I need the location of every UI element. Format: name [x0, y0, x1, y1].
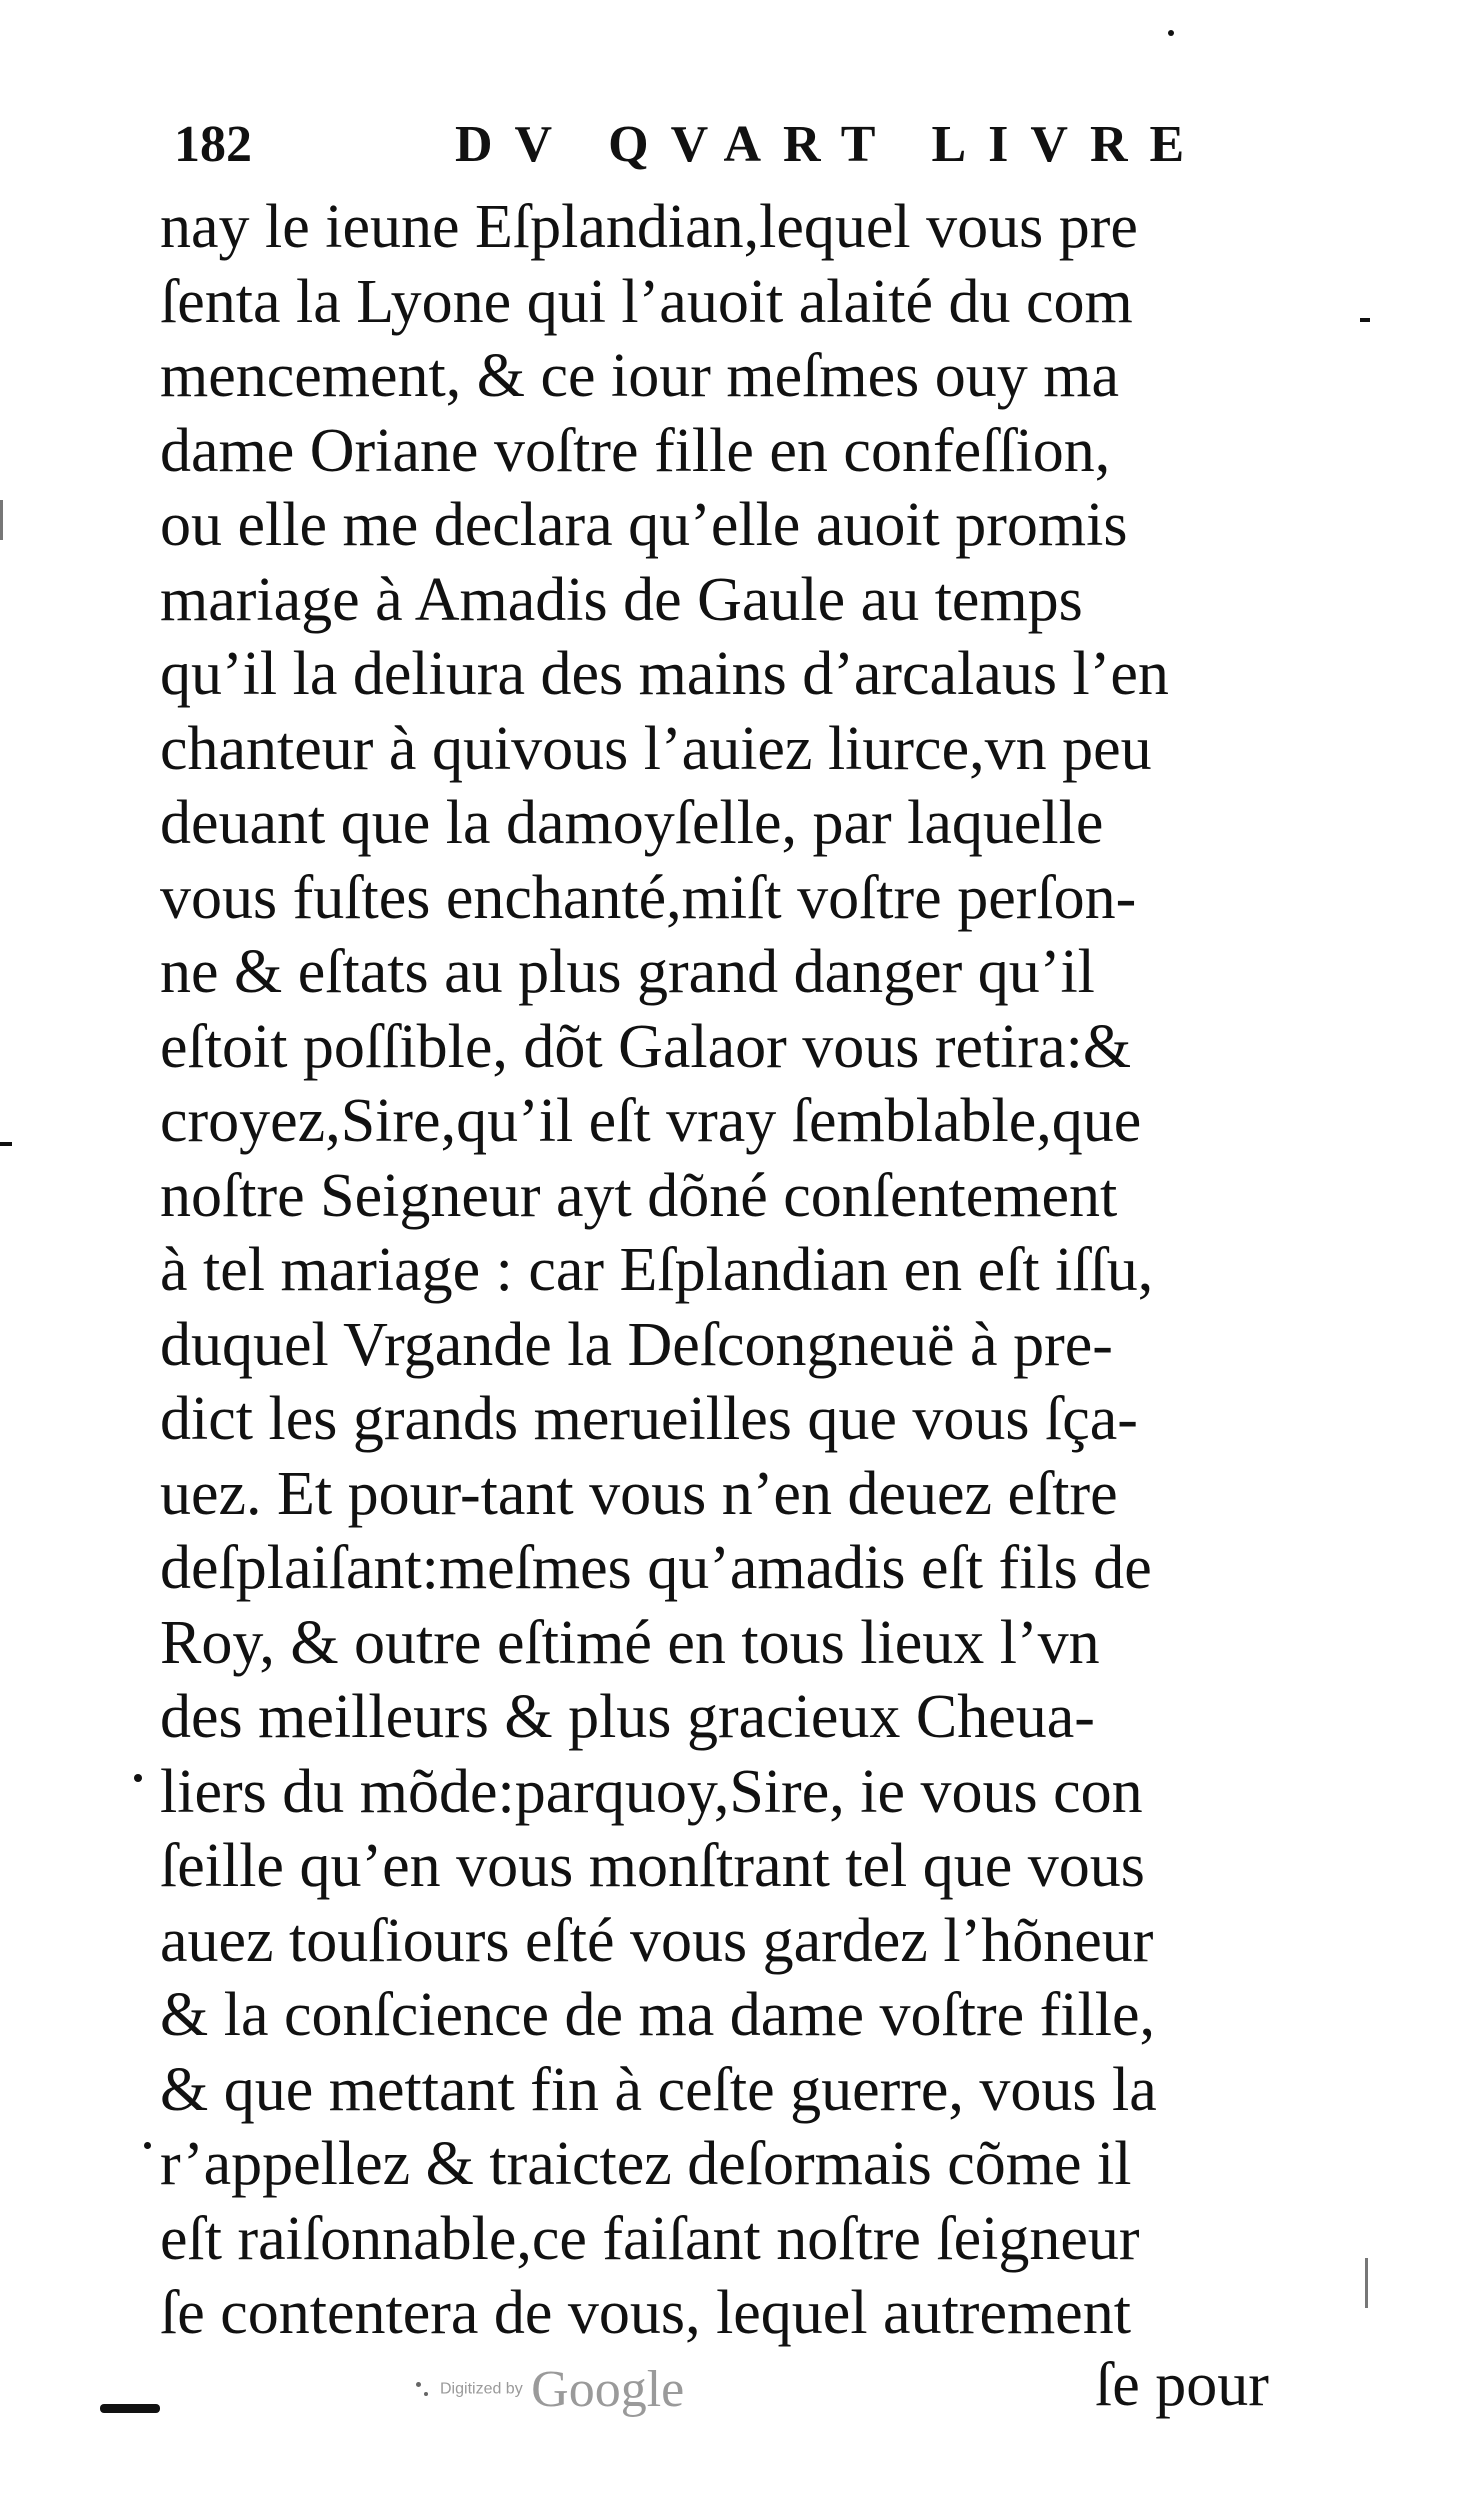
text-line: ſenta la Lyone qui l’auoit alaité du com	[160, 267, 1133, 336]
scan-speck	[134, 1774, 142, 1782]
text-line: qu’il la deliura des mains d’arcalaus l’en	[160, 640, 1169, 708]
text-line: eſtoit poſſible, dõt Galaor vous retira:&	[160, 1012, 1132, 1081]
digitization-watermark	[440, 2360, 684, 2419]
text-line: deſplaiſant:meſmes qu’amadis eſt fils de	[160, 1534, 1152, 1602]
margin-bar	[1365, 2258, 1368, 2308]
margin-dash	[0, 1142, 12, 1146]
text-line: mariage à Amadis de Gaule au temps	[160, 565, 1083, 634]
text-line: Roy, & outre eſtimé en tous lieux l’vn	[160, 1608, 1100, 1677]
text-line: mencement, & ce iour meſmes ouy ma	[160, 342, 1119, 410]
text-line: ſe contentera de vous, lequel autrement	[160, 2279, 1131, 2347]
text-line: vous fuſtes enchanté,miſt voſtre perſon-	[160, 863, 1137, 932]
watermark-prefix: Digitized by	[440, 2380, 523, 2398]
text-line: à tel mariage : car Eſplandian en eſt iſſu,	[160, 1236, 1154, 1304]
catchword: ſe pour	[1095, 2351, 1269, 2419]
text-line: r’appellez & traictez deſormais cõme il	[160, 2130, 1132, 2198]
text-line: ne & eſtats au plus grand danger qu’il	[160, 938, 1095, 1006]
text-line: dict les grands merueilles que vous ſça-	[160, 1385, 1138, 1453]
text-line: ou elle me declara qu’elle auoit promis	[160, 491, 1128, 559]
page-number: 182	[174, 116, 252, 173]
text-line: duquel Vrgande la Deſcongneuë à pre-	[160, 1310, 1113, 1379]
margin-bar	[0, 500, 3, 540]
text-line: noſtre Seigneur ayt dõné conſentement	[160, 1161, 1118, 1230]
text-line: ſeille qu’en vous monſtrant tel que vous	[160, 1832, 1145, 1900]
text-line: liers du mõde:parquoy,Sire, ie vous con	[160, 1757, 1143, 1826]
page-header	[160, 105, 1240, 185]
text-line: dame Oriane voſtre fille en confeſſion,	[160, 416, 1111, 485]
scan-speck	[1168, 30, 1174, 36]
text-line: & la conſcience de ma dame voſtre fille,	[160, 1981, 1155, 2049]
text-line: des meilleurs & plus gracieux Cheua-	[160, 1683, 1095, 1751]
bottom-rule	[100, 2404, 160, 2413]
google-logo: Google	[531, 2361, 685, 2418]
text-line: croyez,Sire,qu’il eſt vray ſemblable,que	[160, 1087, 1142, 1155]
scan-speck	[416, 2382, 421, 2387]
text-line: & que mettant fin à ceſte guerre, vous la	[160, 2055, 1157, 2124]
text-line: uez. Et pour-tant vous n’en deuez eſtre	[160, 1459, 1118, 1528]
text-line: chanteur à quivous l’auiez liurce,vn peu	[160, 714, 1152, 783]
text-line: deuant que la damoyſelle, par laquelle	[160, 789, 1104, 857]
body-text	[160, 190, 1360, 2351]
scan-speck	[144, 2142, 151, 2149]
text-line: nay le ieune Eſplandian,lequel vous pre	[160, 193, 1138, 261]
scan-speck	[424, 2392, 428, 2396]
text-line: eſt raiſonnable,ce faiſant noſtre ſeigneur	[160, 2204, 1140, 2273]
margin-dash	[1360, 318, 1370, 322]
running-title: DV QVART LIVRE	[455, 116, 1207, 173]
text-line: auez touſiours eſté vous gardez l’hõneur	[160, 1906, 1154, 1975]
